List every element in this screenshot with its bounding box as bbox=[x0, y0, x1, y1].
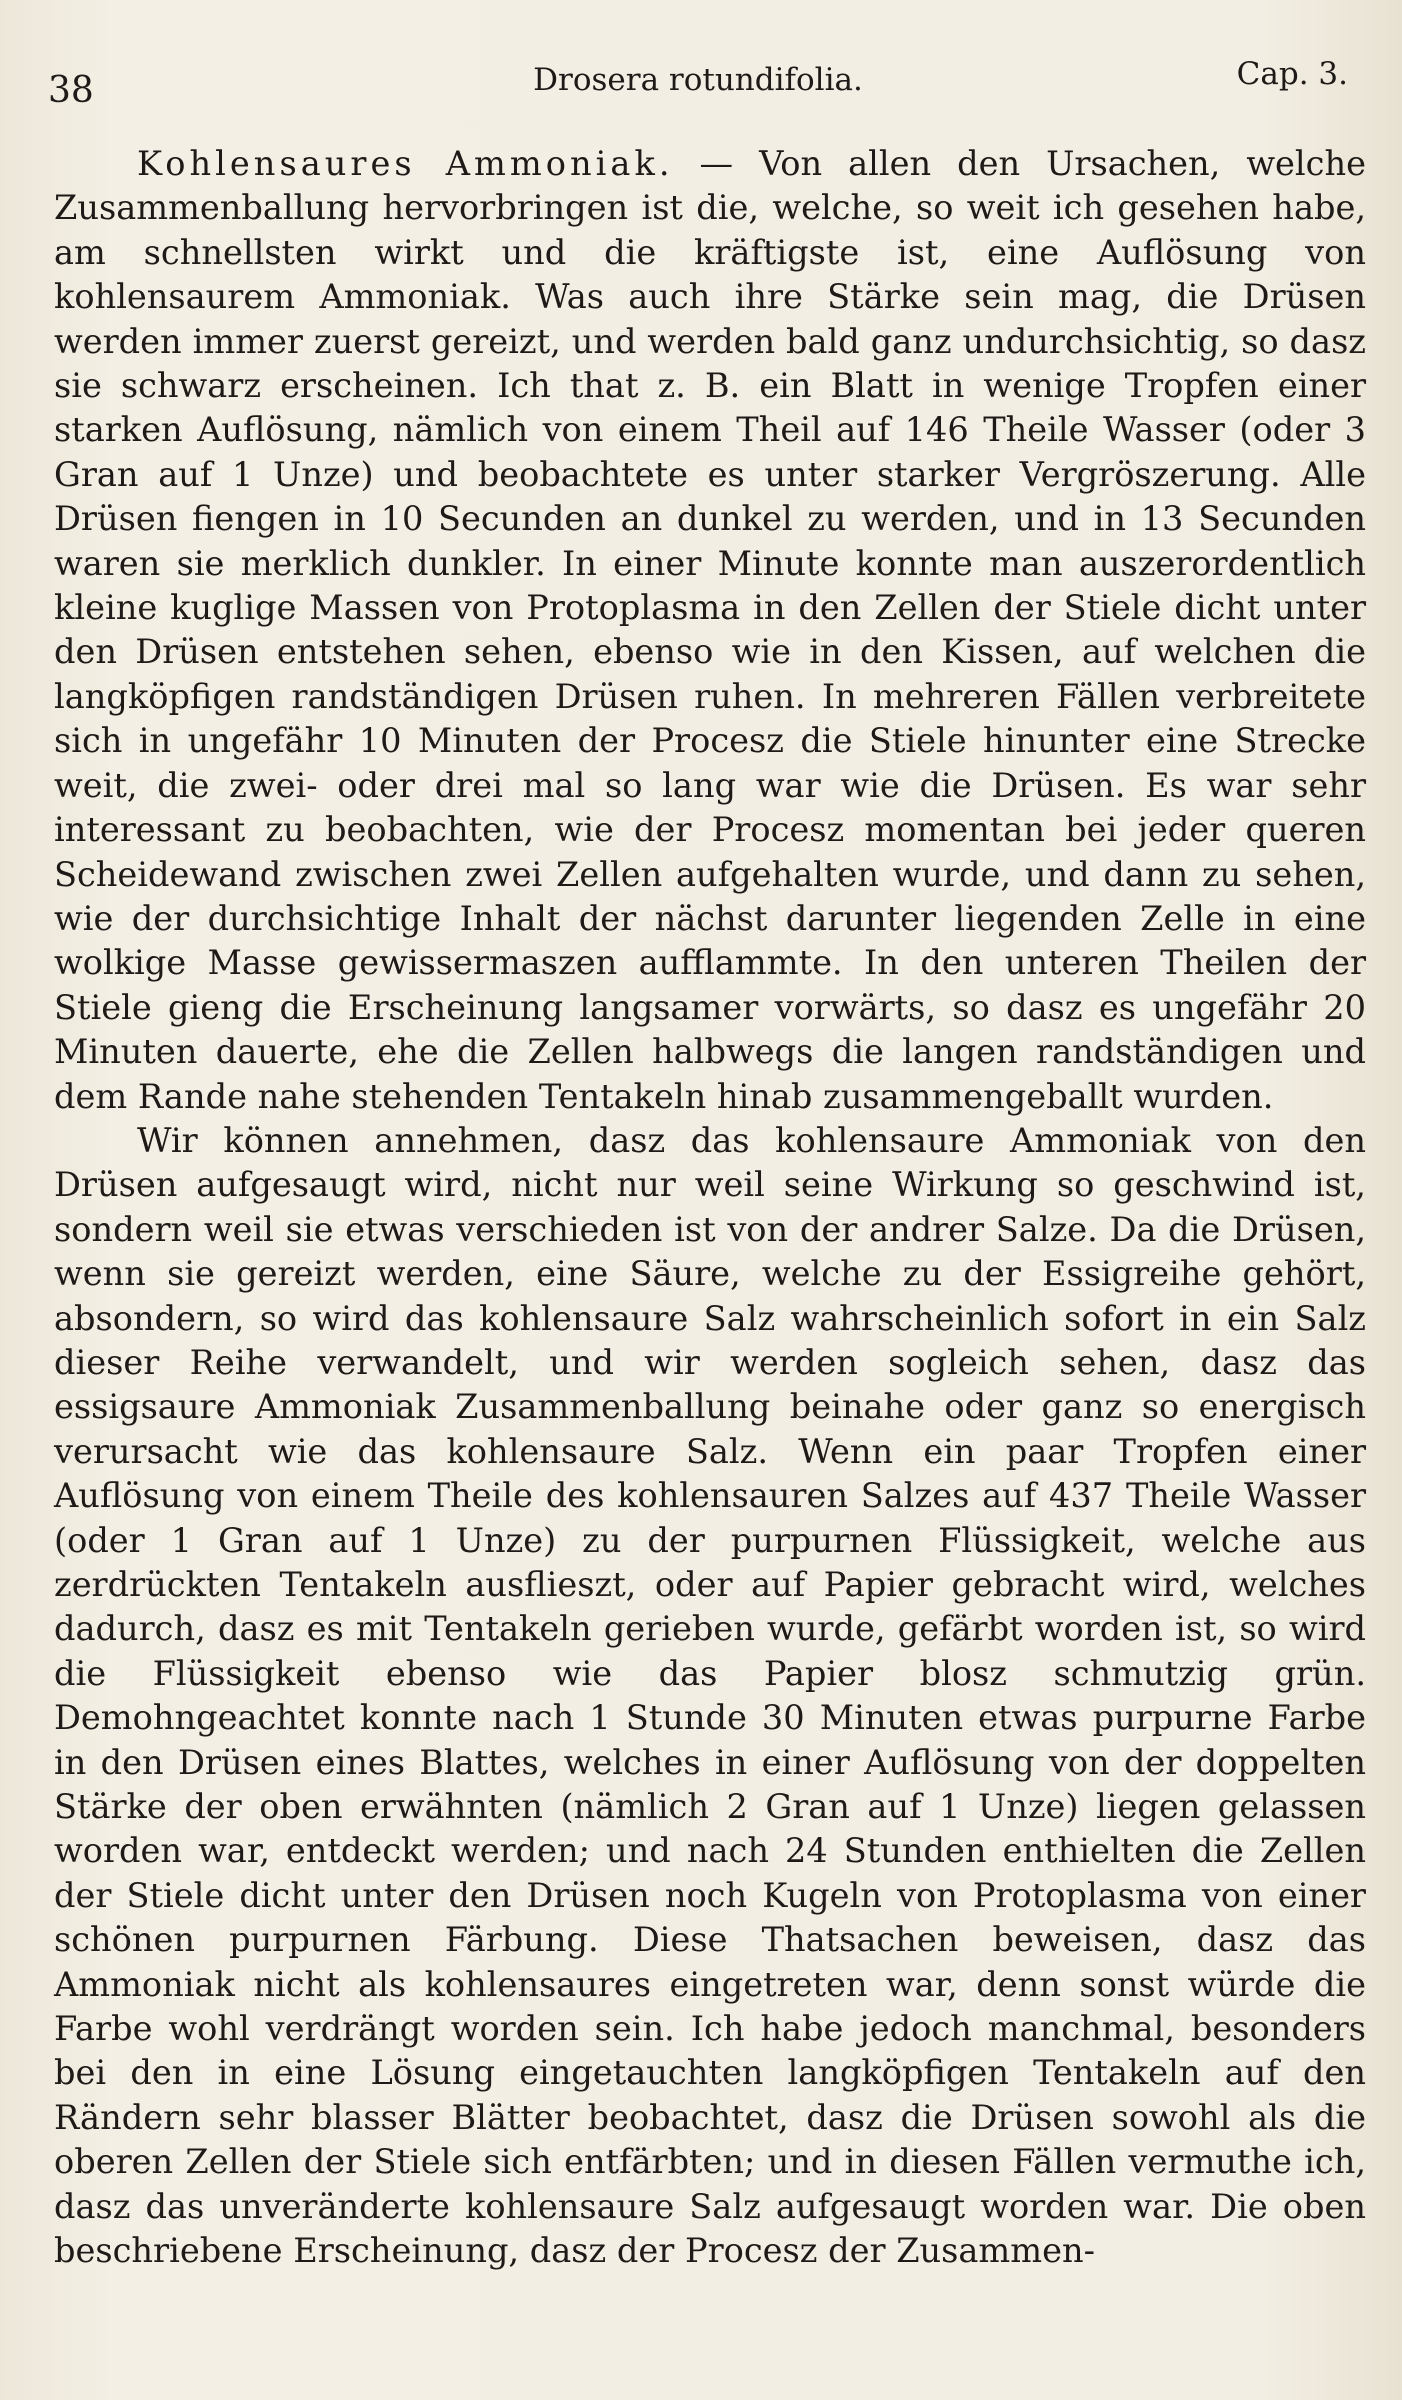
section-heading: Kohlensaures Ammoniak. bbox=[137, 144, 674, 183]
page-header bbox=[48, 56, 1348, 112]
body-text bbox=[54, 142, 1366, 2274]
page-number: 38 bbox=[48, 70, 94, 111]
running-title: Drosera rotundifolia. bbox=[533, 62, 863, 98]
paragraph-1 bbox=[54, 142, 1366, 1119]
paragraph-1-text: — Von allen den Ursachen, welche Zusammenballung hervorbringen ist die, welche, so weit ich gesehen habe, am schnellsten wirkt und die kräftigste ist, eine Auflösung von kohlensaurem Ammoniak. Was auch ihre Stärke sein mag, die Drüsen werden immer zuerst gereizt, und werden bald ganz undurchsichtig, so dasz sie schwarz erscheinen. Ich that z. B. ein Blatt in wenige Tropfen einer starken Auflösung, nämlich von einem Theil auf 146 Theile Wasser (oder 3 Gran auf 1 Unze) und beobachtete es unter starker Vergröszerung. Alle Drüsen fiengen in 10 Secunden an dunkel zu werden, und in 13 Secunden waren sie merklich dunkler. In einer Minute konnte man auszerordentlich kleine kuglige Massen von Protoplasma in den Zellen der Stiele dicht unter den Drüsen entstehen sehen, ebenso wie in den Kissen, auf welchen die langköpfigen randständigen Drüsen ruhen. In mehreren Fällen verbreitete sich in ungefähr 10 Minuten der Procesz die Stiele hinunter eine Strecke weit, die zwei- oder drei mal so lang war wie die Drüsen. Es war sehr interessant zu beobachten, wie der Procesz momentan bei jeder queren Scheidewand zwischen zwei Zellen aufgehalten wurde, und dann zu sehen, wie der durchsichtige Inhalt der nächst darunter liegenden Zelle in eine wolkige Masse gewissermaszen aufflammte. In den unteren Theilen der Stiele gieng die Erscheinung langsamer vorwärts, so dasz es ungefähr 20 Minuten dauerte, ehe die Zellen halbwegs die langen randständigen und dem Rande nahe stehenden Tentakeln hinab zusammengeballt wurden. bbox=[54, 144, 1366, 1116]
paragraph-2: Wir können annehmen, dasz das kohlensaure Ammoniak von den Drüsen aufgesaugt wird, nicht nur weil seine Wirkung so geschwind ist, sondern weil sie etwas verschieden ist von der andrer Salze. Da die Drüsen, wenn sie gereizt werden, eine Säure, welche zu der Essigreihe gehört, absondern, so wird das kohlensaure Salz wahrscheinlich sofort in ein Salz dieser Reihe verwandelt, und wir werden sogleich sehen, dasz das essigsaure Ammoniak Zusammenballung beinahe oder ganz so energisch verursacht wie das kohlensaure Salz. Wenn ein paar Tropfen einer Auflösung von einem Theile des kohlensauren Salzes auf 437 Theile Wasser (oder 1 Gran auf 1 Unze) zu der purpurnen Flüssigkeit, welche aus zerdrückten Tentakeln ausflieszt, oder auf Papier gebracht wird, welches dadurch, dasz es mit Tentakeln gerieben wurde, gefärbt worden ist, so wird die Flüssigkeit ebenso wie das Papier blosz schmutzig grün. Demohngeachtet konnte nach 1 Stunde 30 Minuten etwas purpurne Farbe in den Drüsen eines Blattes, welches in einer Auflösung von der doppelten Stärke der oben erwähnten (nämlich 2 Gran auf 1 Unze) liegen gelassen worden war, entdeckt werden; und nach 24 Stunden enthielten die Zellen der Stiele dicht unter den Drüsen noch Kugeln von Protoplasma von einer schönen purpurnen Färbung. Diese Thatsachen beweisen, dasz das Ammoniak nicht als kohlensaures eingetreten war, denn sonst würde die Farbe wohl verdrängt worden sein. Ich habe jedoch manchmal, besonders bei den in eine Lösung eingetauchten langköpfigen Tentakeln auf den Rändern sehr blasser Blätter beobachtet, dasz die Drüsen sowohl als die oberen Zellen der Stiele sich entfärbten; und in diesen Fällen vermuthe ich, dasz das unveränderte kohlensaure Salz aufgesaugt worden war. Die oben beschriebene Erscheinung, dasz der Procesz der Zusammen- bbox=[54, 1120, 1366, 2271]
chapter-label: Cap. 3. bbox=[1236, 56, 1348, 92]
